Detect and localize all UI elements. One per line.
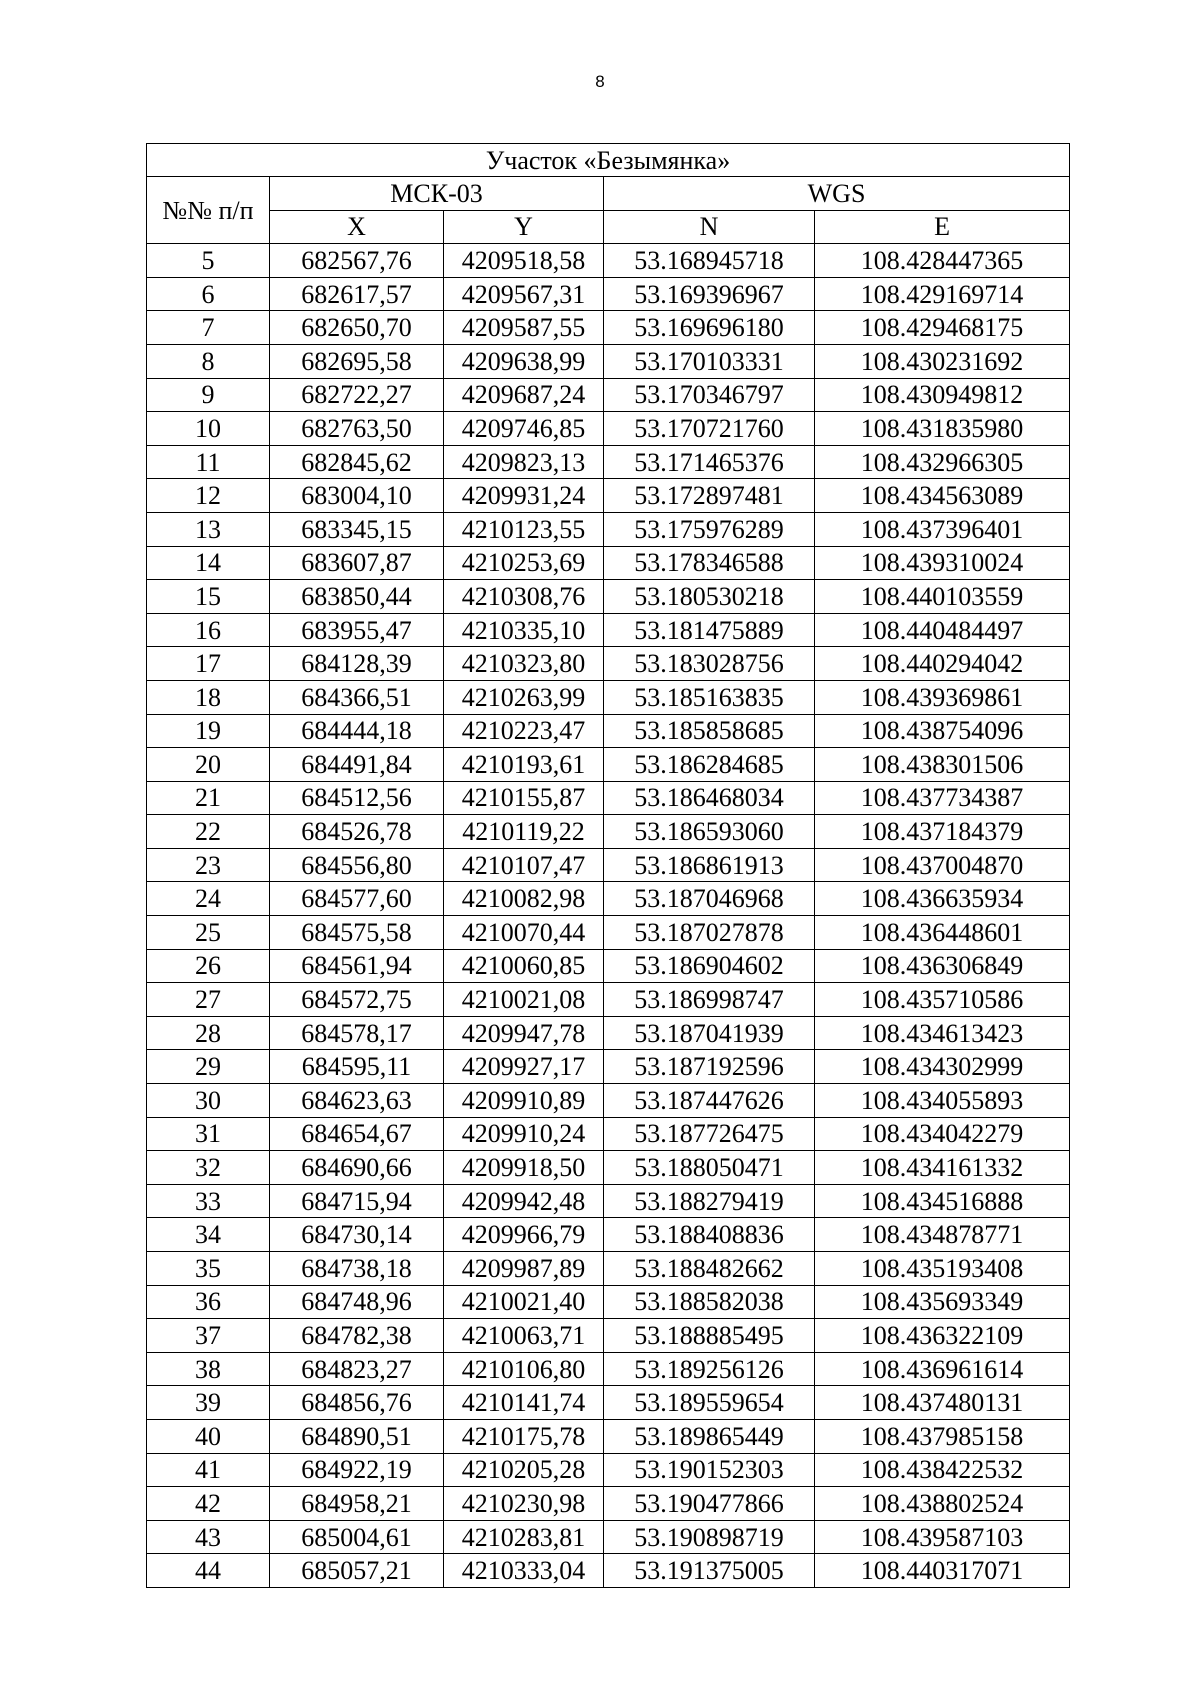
table-row bbox=[147, 1285, 1070, 1319]
point-number-cell: 10 bbox=[147, 412, 270, 446]
wgs-n-cell: 53.178346588 bbox=[604, 546, 815, 580]
wgs-n-cell: 53.170721760 bbox=[604, 412, 815, 446]
wgs-e-cell: 108.440103559 bbox=[815, 580, 1070, 614]
point-number-cell: 18 bbox=[147, 680, 270, 714]
wgs-n-cell: 53.187726475 bbox=[604, 1117, 815, 1151]
wgs-e-cell: 108.432966305 bbox=[815, 445, 1070, 479]
wgs-n-cell: 53.183028756 bbox=[604, 647, 815, 681]
table-row bbox=[147, 613, 1070, 647]
msk-x-cell: 684366,51 bbox=[270, 680, 444, 714]
msk-y-cell: 4209587,55 bbox=[444, 311, 604, 345]
wgs-n-cell: 53.188050471 bbox=[604, 1151, 815, 1185]
wgs-n-cell: 53.186861913 bbox=[604, 848, 815, 882]
x-column-header: X bbox=[270, 210, 444, 244]
msk-y-cell: 4209687,24 bbox=[444, 378, 604, 412]
msk-y-cell: 4209918,50 bbox=[444, 1151, 604, 1185]
point-number-cell: 43 bbox=[147, 1520, 270, 1554]
wgs-n-cell: 53.172897481 bbox=[604, 479, 815, 513]
point-number-cell: 6 bbox=[147, 277, 270, 311]
point-number-cell: 30 bbox=[147, 1084, 270, 1118]
table-row bbox=[147, 882, 1070, 916]
table-row bbox=[147, 1084, 1070, 1118]
table-row bbox=[147, 1117, 1070, 1151]
table-row bbox=[147, 748, 1070, 782]
wgs-n-cell: 53.187447626 bbox=[604, 1084, 815, 1118]
msk-y-cell: 4209947,78 bbox=[444, 1016, 604, 1050]
wgs-n-cell: 53.189865449 bbox=[604, 1419, 815, 1453]
point-number-cell: 34 bbox=[147, 1218, 270, 1252]
msk-y-cell: 4209823,13 bbox=[444, 445, 604, 479]
point-number-cell: 38 bbox=[147, 1352, 270, 1386]
table-row bbox=[147, 815, 1070, 849]
wgs-e-cell: 108.436635934 bbox=[815, 882, 1070, 916]
wgs-e-cell: 108.429169714 bbox=[815, 277, 1070, 311]
msk-x-cell: 684730,14 bbox=[270, 1218, 444, 1252]
point-number-cell: 14 bbox=[147, 546, 270, 580]
table-row bbox=[147, 1218, 1070, 1252]
wgs-e-cell: 108.438802524 bbox=[815, 1487, 1070, 1521]
msk-x-cell: 684444,18 bbox=[270, 714, 444, 748]
wgs-e-cell: 108.434613423 bbox=[815, 1016, 1070, 1050]
msk-x-cell: 684577,60 bbox=[270, 882, 444, 916]
wgs-n-cell: 53.175976289 bbox=[604, 512, 815, 546]
point-number-cell: 21 bbox=[147, 781, 270, 815]
msk-y-cell: 4210021,40 bbox=[444, 1285, 604, 1319]
point-number-cell: 29 bbox=[147, 1050, 270, 1084]
msk-x-cell: 684595,11 bbox=[270, 1050, 444, 1084]
table-row bbox=[147, 1352, 1070, 1386]
wgs-n-cell: 53.186284685 bbox=[604, 748, 815, 782]
msk-y-cell: 4210123,55 bbox=[444, 512, 604, 546]
wgs-e-cell: 108.434563089 bbox=[815, 479, 1070, 513]
msk-y-cell: 4209942,48 bbox=[444, 1184, 604, 1218]
wgs-n-cell: 53.170346797 bbox=[604, 378, 815, 412]
group-header-row bbox=[147, 177, 1070, 211]
wgs-group-header: WGS bbox=[604, 177, 1070, 211]
wgs-n-cell: 53.171465376 bbox=[604, 445, 815, 479]
wgs-n-cell: 53.188482662 bbox=[604, 1252, 815, 1286]
wgs-n-cell: 53.186593060 bbox=[604, 815, 815, 849]
wgs-e-cell: 108.434878771 bbox=[815, 1218, 1070, 1252]
msk-y-cell: 4210070,44 bbox=[444, 916, 604, 950]
table-row bbox=[147, 1453, 1070, 1487]
msk-x-cell: 684654,67 bbox=[270, 1117, 444, 1151]
msk-x-cell: 685057,21 bbox=[270, 1554, 444, 1588]
point-number-cell: 8 bbox=[147, 344, 270, 378]
e-column-header: E bbox=[815, 210, 1070, 244]
wgs-e-cell: 108.438422532 bbox=[815, 1453, 1070, 1487]
wgs-n-cell: 53.187041939 bbox=[604, 1016, 815, 1050]
table-row bbox=[147, 244, 1070, 278]
table-row bbox=[147, 479, 1070, 513]
msk-x-cell: 682567,76 bbox=[270, 244, 444, 278]
table-body bbox=[147, 244, 1070, 1588]
wgs-n-cell: 53.180530218 bbox=[604, 580, 815, 614]
msk-x-cell: 682845,62 bbox=[270, 445, 444, 479]
wgs-e-cell: 108.438301506 bbox=[815, 748, 1070, 782]
table-row bbox=[147, 781, 1070, 815]
msk-x-cell: 684690,66 bbox=[270, 1151, 444, 1185]
column-header-row bbox=[147, 210, 1070, 244]
n-column-header: N bbox=[604, 210, 815, 244]
page-number: 8 bbox=[595, 72, 605, 91]
point-number-cell: 24 bbox=[147, 882, 270, 916]
msk-x-cell: 684491,84 bbox=[270, 748, 444, 782]
msk-x-cell: 684782,38 bbox=[270, 1319, 444, 1353]
table-row bbox=[147, 680, 1070, 714]
msk-x-cell: 683607,87 bbox=[270, 546, 444, 580]
wgs-e-cell: 108.440294042 bbox=[815, 647, 1070, 681]
coordinates-table bbox=[146, 143, 1070, 1588]
msk-x-cell: 684556,80 bbox=[270, 848, 444, 882]
wgs-e-cell: 108.436306849 bbox=[815, 949, 1070, 983]
msk-y-cell: 4210263,99 bbox=[444, 680, 604, 714]
msk-y-cell: 4210141,74 bbox=[444, 1386, 604, 1420]
point-number-cell: 23 bbox=[147, 848, 270, 882]
msk-x-cell: 684958,21 bbox=[270, 1487, 444, 1521]
wgs-e-cell: 108.437985158 bbox=[815, 1419, 1070, 1453]
msk-y-cell: 4210193,61 bbox=[444, 748, 604, 782]
msk-y-cell: 4210230,98 bbox=[444, 1487, 604, 1521]
msk-y-cell: 4209987,89 bbox=[444, 1252, 604, 1286]
wgs-n-cell: 53.190152303 bbox=[604, 1453, 815, 1487]
wgs-n-cell: 53.189559654 bbox=[604, 1386, 815, 1420]
wgs-e-cell: 108.434302999 bbox=[815, 1050, 1070, 1084]
table-title: Участок «Безымянка» bbox=[147, 144, 1070, 177]
point-number-cell: 28 bbox=[147, 1016, 270, 1050]
msk-x-cell: 683850,44 bbox=[270, 580, 444, 614]
wgs-n-cell: 53.170103331 bbox=[604, 344, 815, 378]
msk-y-cell: 4210060,85 bbox=[444, 949, 604, 983]
wgs-e-cell: 108.435193408 bbox=[815, 1252, 1070, 1286]
msk-y-cell: 4209567,31 bbox=[444, 277, 604, 311]
table-row bbox=[147, 1319, 1070, 1353]
wgs-n-cell: 53.188582038 bbox=[604, 1285, 815, 1319]
table-row bbox=[147, 512, 1070, 546]
wgs-e-cell: 108.436961614 bbox=[815, 1352, 1070, 1386]
point-number-cell: 11 bbox=[147, 445, 270, 479]
wgs-n-cell: 53.186904602 bbox=[604, 949, 815, 983]
wgs-n-cell: 53.188408836 bbox=[604, 1218, 815, 1252]
msk-y-cell: 4210063,71 bbox=[444, 1319, 604, 1353]
wgs-e-cell: 108.429468175 bbox=[815, 311, 1070, 345]
wgs-n-cell: 53.186998747 bbox=[604, 983, 815, 1017]
msk-x-cell: 684748,96 bbox=[270, 1285, 444, 1319]
table-title-row bbox=[147, 144, 1070, 177]
table-row bbox=[147, 412, 1070, 446]
msk-x-cell: 685004,61 bbox=[270, 1520, 444, 1554]
msk-y-cell: 4209910,24 bbox=[444, 1117, 604, 1151]
point-number-cell: 39 bbox=[147, 1386, 270, 1420]
wgs-n-cell: 53.190898719 bbox=[604, 1520, 815, 1554]
msk-y-cell: 4209931,24 bbox=[444, 479, 604, 513]
msk-y-cell: 4209518,58 bbox=[444, 244, 604, 278]
point-number-cell: 26 bbox=[147, 949, 270, 983]
wgs-n-cell: 53.169696180 bbox=[604, 311, 815, 345]
table-row bbox=[147, 1554, 1070, 1588]
wgs-e-cell: 108.428447365 bbox=[815, 244, 1070, 278]
msk-x-cell: 684922,19 bbox=[270, 1453, 444, 1487]
table-row bbox=[147, 277, 1070, 311]
wgs-n-cell: 53.188885495 bbox=[604, 1319, 815, 1353]
point-number-cell: 31 bbox=[147, 1117, 270, 1151]
table-row bbox=[147, 311, 1070, 345]
wgs-e-cell: 108.437734387 bbox=[815, 781, 1070, 815]
msk-x-cell: 684512,56 bbox=[270, 781, 444, 815]
table-row bbox=[147, 714, 1070, 748]
msk-y-cell: 4210308,76 bbox=[444, 580, 604, 614]
point-number-cell: 12 bbox=[147, 479, 270, 513]
msk-x-cell: 683955,47 bbox=[270, 613, 444, 647]
msk-y-cell: 4210323,80 bbox=[444, 647, 604, 681]
msk-y-cell: 4210253,69 bbox=[444, 546, 604, 580]
msk-x-cell: 684715,94 bbox=[270, 1184, 444, 1218]
table-row bbox=[147, 1184, 1070, 1218]
point-number-cell: 36 bbox=[147, 1285, 270, 1319]
wgs-n-cell: 53.187027878 bbox=[604, 916, 815, 950]
table-row bbox=[147, 647, 1070, 681]
msk-y-cell: 4210119,22 bbox=[444, 815, 604, 849]
table-row bbox=[147, 1050, 1070, 1084]
table-row bbox=[147, 1016, 1070, 1050]
wgs-e-cell: 108.434055893 bbox=[815, 1084, 1070, 1118]
wgs-e-cell: 108.439369861 bbox=[815, 680, 1070, 714]
msk-y-cell: 4210333,04 bbox=[444, 1554, 604, 1588]
table-row bbox=[147, 580, 1070, 614]
wgs-n-cell: 53.191375005 bbox=[604, 1554, 815, 1588]
msk-x-cell: 683345,15 bbox=[270, 512, 444, 546]
table-row bbox=[147, 983, 1070, 1017]
wgs-e-cell: 108.436448601 bbox=[815, 916, 1070, 950]
point-number-cell: 41 bbox=[147, 1453, 270, 1487]
table-row bbox=[147, 378, 1070, 412]
msk-group-header: МСК-03 bbox=[270, 177, 604, 211]
msk-x-cell: 684575,58 bbox=[270, 916, 444, 950]
wgs-e-cell: 108.434516888 bbox=[815, 1184, 1070, 1218]
table-row bbox=[147, 1252, 1070, 1286]
table-row bbox=[147, 916, 1070, 950]
number-column-header: №№ п/п bbox=[147, 177, 270, 244]
wgs-e-cell: 108.435693349 bbox=[815, 1285, 1070, 1319]
y-column-header: Y bbox=[444, 210, 604, 244]
msk-y-cell: 4210175,78 bbox=[444, 1419, 604, 1453]
wgs-e-cell: 108.439587103 bbox=[815, 1520, 1070, 1554]
point-number-cell: 16 bbox=[147, 613, 270, 647]
wgs-n-cell: 53.181475889 bbox=[604, 613, 815, 647]
point-number-cell: 9 bbox=[147, 378, 270, 412]
point-number-cell: 35 bbox=[147, 1252, 270, 1286]
wgs-e-cell: 108.434042279 bbox=[815, 1117, 1070, 1151]
table-row bbox=[147, 1151, 1070, 1185]
wgs-n-cell: 53.169396967 bbox=[604, 277, 815, 311]
msk-x-cell: 684623,63 bbox=[270, 1084, 444, 1118]
msk-x-cell: 684572,75 bbox=[270, 983, 444, 1017]
wgs-e-cell: 108.431835980 bbox=[815, 412, 1070, 446]
table-row bbox=[147, 1520, 1070, 1554]
wgs-e-cell: 108.439310024 bbox=[815, 546, 1070, 580]
msk-x-cell: 684561,94 bbox=[270, 949, 444, 983]
point-number-cell: 40 bbox=[147, 1419, 270, 1453]
table-row bbox=[147, 1487, 1070, 1521]
wgs-e-cell: 108.438754096 bbox=[815, 714, 1070, 748]
msk-x-cell: 682650,70 bbox=[270, 311, 444, 345]
point-number-cell: 13 bbox=[147, 512, 270, 546]
msk-x-cell: 683004,10 bbox=[270, 479, 444, 513]
msk-x-cell: 682722,27 bbox=[270, 378, 444, 412]
wgs-e-cell: 108.437396401 bbox=[815, 512, 1070, 546]
msk-x-cell: 682763,50 bbox=[270, 412, 444, 446]
point-number-cell: 32 bbox=[147, 1151, 270, 1185]
wgs-n-cell: 53.186468034 bbox=[604, 781, 815, 815]
point-number-cell: 37 bbox=[147, 1319, 270, 1353]
point-number-cell: 5 bbox=[147, 244, 270, 278]
point-number-cell: 33 bbox=[147, 1184, 270, 1218]
msk-y-cell: 4210205,28 bbox=[444, 1453, 604, 1487]
wgs-n-cell: 53.185163835 bbox=[604, 680, 815, 714]
point-number-cell: 25 bbox=[147, 916, 270, 950]
table-row bbox=[147, 949, 1070, 983]
table-row bbox=[147, 1419, 1070, 1453]
msk-y-cell: 4210283,81 bbox=[444, 1520, 604, 1554]
wgs-n-cell: 53.187192596 bbox=[604, 1050, 815, 1084]
msk-x-cell: 684526,78 bbox=[270, 815, 444, 849]
msk-y-cell: 4209638,99 bbox=[444, 344, 604, 378]
wgs-n-cell: 53.187046968 bbox=[604, 882, 815, 916]
wgs-e-cell: 108.434161332 bbox=[815, 1151, 1070, 1185]
point-number-cell: 22 bbox=[147, 815, 270, 849]
msk-x-cell: 684856,76 bbox=[270, 1386, 444, 1420]
wgs-e-cell: 108.430231692 bbox=[815, 344, 1070, 378]
table-row bbox=[147, 848, 1070, 882]
table-row bbox=[147, 1386, 1070, 1420]
wgs-e-cell: 108.435710586 bbox=[815, 983, 1070, 1017]
wgs-e-cell: 108.436322109 bbox=[815, 1319, 1070, 1353]
msk-x-cell: 684578,17 bbox=[270, 1016, 444, 1050]
wgs-e-cell: 108.437184379 bbox=[815, 815, 1070, 849]
msk-y-cell: 4209910,89 bbox=[444, 1084, 604, 1118]
table-row bbox=[147, 344, 1070, 378]
point-number-cell: 19 bbox=[147, 714, 270, 748]
point-number-cell: 44 bbox=[147, 1554, 270, 1588]
msk-y-cell: 4209927,17 bbox=[444, 1050, 604, 1084]
wgs-n-cell: 53.185858685 bbox=[604, 714, 815, 748]
wgs-e-cell: 108.430949812 bbox=[815, 378, 1070, 412]
msk-x-cell: 684738,18 bbox=[270, 1252, 444, 1286]
point-number-cell: 27 bbox=[147, 983, 270, 1017]
msk-y-cell: 4210106,80 bbox=[444, 1352, 604, 1386]
msk-y-cell: 4210335,10 bbox=[444, 613, 604, 647]
msk-y-cell: 4210082,98 bbox=[444, 882, 604, 916]
point-number-cell: 20 bbox=[147, 748, 270, 782]
msk-y-cell: 4209966,79 bbox=[444, 1218, 604, 1252]
point-number-cell: 42 bbox=[147, 1487, 270, 1521]
msk-x-cell: 682695,58 bbox=[270, 344, 444, 378]
wgs-e-cell: 108.440317071 bbox=[815, 1554, 1070, 1588]
msk-x-cell: 684890,51 bbox=[270, 1419, 444, 1453]
msk-y-cell: 4210155,87 bbox=[444, 781, 604, 815]
msk-x-cell: 684823,27 bbox=[270, 1352, 444, 1386]
table-row bbox=[147, 546, 1070, 580]
point-number-cell: 15 bbox=[147, 580, 270, 614]
wgs-n-cell: 53.168945718 bbox=[604, 244, 815, 278]
msk-x-cell: 684128,39 bbox=[270, 647, 444, 681]
wgs-e-cell: 108.440484497 bbox=[815, 613, 1070, 647]
msk-y-cell: 4210223,47 bbox=[444, 714, 604, 748]
msk-x-cell: 682617,57 bbox=[270, 277, 444, 311]
table-row bbox=[147, 445, 1070, 479]
point-number-cell: 7 bbox=[147, 311, 270, 345]
wgs-n-cell: 53.190477866 bbox=[604, 1487, 815, 1521]
wgs-e-cell: 108.437480131 bbox=[815, 1386, 1070, 1420]
point-number-cell: 17 bbox=[147, 647, 270, 681]
wgs-e-cell: 108.437004870 bbox=[815, 848, 1070, 882]
msk-y-cell: 4209746,85 bbox=[444, 412, 604, 446]
msk-y-cell: 4210021,08 bbox=[444, 983, 604, 1017]
wgs-n-cell: 53.188279419 bbox=[604, 1184, 815, 1218]
msk-y-cell: 4210107,47 bbox=[444, 848, 604, 882]
wgs-n-cell: 53.189256126 bbox=[604, 1352, 815, 1386]
